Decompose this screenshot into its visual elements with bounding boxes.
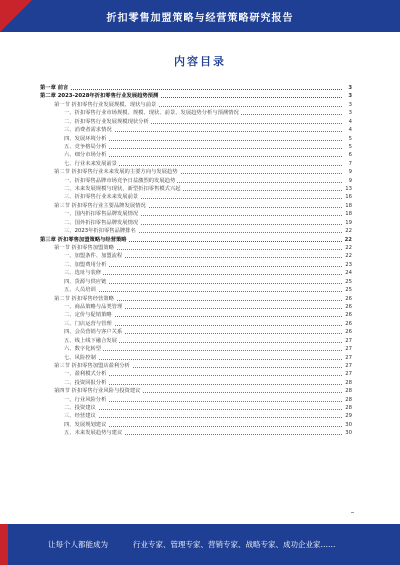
toc-entry-page: 23 [345, 261, 352, 268]
toc-entry-label [64, 160, 342, 168]
toc-entry-page: 18 [345, 211, 352, 218]
toc-entry-page: 26 [345, 303, 352, 310]
toc-entry-page: 19 [345, 219, 352, 226]
toc-entry[interactable] [40, 396, 352, 404]
toc-entry-page: 26 [345, 320, 352, 327]
toc-title: 内容目录 [174, 55, 226, 68]
toc-entry[interactable] [40, 101, 352, 109]
toc-entry-page: 5 [348, 135, 352, 142]
toc-entry-label [64, 328, 342, 336]
toc-entry[interactable] [40, 370, 352, 378]
toc-entry-text: 第二章 2023-2028年折扣零售行业发展趋势预测 [40, 93, 159, 100]
toc-entry-page: 22 [345, 253, 352, 260]
toc-entry-label [64, 135, 342, 143]
toc-entry-text: 第三节 折扣零售加盟店盈利分析 [54, 362, 130, 369]
toc-entry-label [64, 412, 342, 420]
toc-entry-text: 三、消费者需求情况 [64, 127, 112, 134]
toc-entry[interactable] [40, 311, 352, 319]
toc-entry[interactable] [40, 84, 352, 92]
toc-entry[interactable] [40, 210, 352, 218]
toc-entry-page: 27 [345, 354, 352, 361]
toc-entry-label [40, 236, 342, 244]
toc-entry[interactable] [40, 387, 352, 395]
toc-entry[interactable] [40, 236, 352, 244]
toc-entry[interactable] [40, 227, 352, 235]
toc-entry[interactable] [40, 278, 352, 286]
toc-entry-label [64, 219, 342, 227]
toc-entry-text: 二、国外折扣零售品牌发展情况 [64, 219, 139, 226]
toc-entry-label [64, 404, 342, 412]
table-of-contents [40, 84, 352, 438]
toc-entry-label [54, 202, 342, 210]
toc-entry-text: 第二节 折扣零售经营策略 [54, 295, 114, 302]
toc-entry-label [64, 278, 342, 286]
toc-entry-label [54, 244, 342, 252]
toc-entry[interactable] [40, 219, 352, 227]
toc-entry[interactable] [40, 252, 352, 260]
toc-entry-page: 25 [345, 287, 352, 294]
toc-entry-label [64, 210, 342, 218]
toc-entry[interactable] [40, 379, 352, 387]
toc-entry-label [64, 286, 342, 294]
toc-entry[interactable] [40, 135, 352, 143]
page-footer [0, 524, 400, 565]
toc-entry[interactable] [40, 404, 352, 412]
toc-entry-text: 二、加盟费用分析 [64, 261, 107, 268]
toc-entry-text: 五、未来发展趋势与建议 [64, 430, 123, 437]
toc-entry-page: 3 [348, 110, 352, 117]
page-marker [351, 512, 354, 513]
toc-entry[interactable] [40, 303, 352, 311]
toc-entry[interactable] [40, 193, 352, 201]
toc-entry-label [64, 396, 342, 404]
toc-entry-page: 28 [345, 396, 352, 403]
toc-entry-label [64, 320, 342, 328]
toc-entry-page: 3 [348, 101, 352, 108]
toc-entry-page: 22 [345, 228, 352, 235]
toc-entry-text: 二、投资建议 [64, 405, 96, 412]
toc-entry-label [64, 337, 342, 345]
toc-entry-page: 5 [348, 143, 352, 150]
footer-accent-bar [0, 524, 8, 565]
toc-entry[interactable] [40, 118, 352, 126]
toc-entry-text: 四、货源与供应链 [64, 278, 107, 285]
toc-entry-text: 一、行业风险分析 [64, 396, 107, 403]
toc-entry-label [64, 151, 342, 159]
toc-entry[interactable] [40, 109, 352, 117]
toc-entry-page: 30 [345, 430, 352, 437]
toc-entry-label [64, 345, 342, 353]
toc-entry-page: 3 [348, 93, 352, 100]
toc-entry-text: 三、选址与装修 [64, 270, 102, 277]
toc-entry-label [64, 193, 342, 201]
toc-entry[interactable] [40, 429, 352, 437]
toc-entry-text: 二、投资回报分析 [64, 379, 107, 386]
toc-entry-page: 16 [345, 194, 352, 201]
toc-entry[interactable] [40, 354, 352, 362]
toc-entry-label [40, 92, 342, 100]
toc-entry[interactable] [40, 185, 352, 193]
toc-entry[interactable] [40, 168, 352, 176]
toc-entry-page: 28 [345, 379, 352, 386]
toc-entry-label [64, 379, 342, 387]
toc-entry-text: 四、会员营销与客户关系 [64, 329, 123, 336]
toc-entry-text: 五、人员培训 [64, 287, 96, 294]
toc-entry-text: 第一节 折扣零售加盟策略 [54, 245, 114, 252]
toc-entry-page: 28 [345, 388, 352, 395]
toc-entry-text: 一、国内折扣零售品牌发展情况 [64, 211, 139, 218]
toc-entry-page: 29 [345, 413, 352, 420]
footer-roles: 行业专家、管理专家、营销专家、战略专家、成功企业家…… [133, 540, 336, 549]
toc-entry-page: 25 [345, 278, 352, 285]
report-title: 折扣零售加盟策略与经营策略研究报告 [106, 13, 294, 24]
toc-entry-text: 第三节 折扣零售行业主要品牌发展情况 [54, 202, 146, 209]
toc-entry-page: 9 [348, 169, 352, 176]
toc-entry[interactable] [40, 143, 352, 151]
toc-entry-text: 五、线上线下融合发展 [64, 337, 117, 344]
toc-entry-text: 第二节 折扣零售行业未来发展的主要方向与发展趋势 [54, 169, 178, 176]
toc-entry-label [64, 269, 342, 277]
toc-entry[interactable] [40, 269, 352, 277]
toc-entry[interactable] [40, 362, 352, 370]
toc-entry-page: 28 [345, 405, 352, 412]
toc-entry-label [40, 84, 342, 92]
toc-entry-text: 六、数字化转型 [64, 346, 102, 353]
toc-entry[interactable] [40, 160, 352, 168]
toc-entry-label [64, 143, 342, 151]
toc-entry-label [54, 101, 342, 109]
toc-entry[interactable] [40, 126, 352, 134]
toc-entry-label [54, 387, 342, 395]
toc-entry-label [64, 126, 342, 134]
toc-entry-text: 一、商品策略与品类管理 [64, 303, 123, 310]
toc-entry[interactable] [40, 244, 352, 252]
toc-entry-label [64, 177, 342, 185]
toc-entry-label [54, 362, 342, 370]
toc-entry-label [64, 303, 342, 311]
toc-entry-label [64, 261, 342, 269]
toc-entry-text: 一、折扣零售品牌市场竞争日益激烈的发展趋势 [64, 177, 176, 184]
toc-entry-page: 27 [345, 371, 352, 378]
toc-entry-page: 30 [345, 421, 352, 428]
toc-entry[interactable] [40, 295, 352, 303]
toc-entry-page: 6 [348, 152, 352, 159]
toc-entry-page: 27 [345, 337, 352, 344]
toc-entry-label [64, 185, 342, 193]
toc-entry-label [64, 421, 342, 429]
toc-entry-page: 13 [345, 186, 352, 193]
toc-entry-text: 七、行业未来发展前景 [64, 160, 117, 167]
toc-entry-page: 4 [348, 127, 352, 134]
toc-entry-text: 四、发展环境分析 [64, 135, 107, 142]
toc-entry[interactable] [40, 286, 352, 294]
toc-entry-text: 二、折扣零售行业发展规模现状分析 [64, 118, 149, 125]
toc-entry-page: 24 [345, 270, 352, 277]
toc-entry-text: 三、2023年折扣零售品牌排名 [64, 228, 136, 235]
toc-entry[interactable] [40, 337, 352, 345]
toc-entry[interactable] [40, 345, 352, 353]
toc-entry-label [64, 370, 342, 378]
toc-entry-page: 27 [345, 346, 352, 353]
toc-entry-text: 一、折扣零售行业市场规模、规模、现状、前景、发展趋势分析与预测情况 [64, 110, 239, 117]
toc-entry-text: 三、门店运营与管理 [64, 320, 112, 327]
toc-entry-label [54, 168, 342, 176]
toc-entry-page: 3 [348, 85, 352, 91]
toc-entry[interactable] [40, 92, 352, 100]
toc-entry-page: 22 [344, 236, 352, 243]
toc-entry-label [64, 311, 342, 319]
toc-entry-page: 26 [345, 329, 352, 336]
toc-entry-text: 四、发展规划建议 [64, 421, 107, 428]
toc-entry[interactable] [40, 202, 352, 210]
toc-entry-text: 七、风险控制 [64, 354, 96, 361]
toc-entry-label [64, 227, 342, 235]
toc-entry-label [54, 295, 342, 303]
toc-entry-label [64, 109, 342, 117]
toc-entry-text: 二、未来发展规模与现状，新型折扣零售模式兴起 [64, 186, 181, 193]
toc-entry-text: 第一节 折扣零售行业发展规模、现状与前景 [54, 101, 157, 108]
toc-entry-text: 第四节 折扣零售行业风险与投资建议 [54, 388, 141, 395]
toc-entry-text: 第三章 折扣零售加盟策略与经营策略 [40, 236, 127, 243]
toc-entry-label [64, 354, 342, 362]
toc-entry-text: 三、经营建议 [64, 413, 96, 420]
toc-entry-label [64, 429, 342, 437]
toc-entry[interactable] [40, 261, 352, 269]
toc-entry[interactable] [40, 412, 352, 420]
toc-entry-text: 一、盈利模式分析 [64, 371, 107, 378]
toc-entry-text: 一、加盟条件、加盟流程 [64, 253, 123, 260]
footer-slogan: 让每个人都能成为 [48, 540, 108, 549]
toc-entry-text: 第一章 前言 [40, 85, 69, 91]
toc-entry-page: 26 [345, 312, 352, 319]
toc-entry[interactable] [40, 177, 352, 185]
toc-entry[interactable] [40, 328, 352, 336]
toc-entry-page: 7 [348, 160, 352, 167]
toc-entry-page: 9 [348, 177, 352, 184]
toc-entry-text: 五、竞争格局分析 [64, 143, 107, 150]
toc-entry[interactable] [40, 421, 352, 429]
toc-entry-text: 二、定价与促销策略 [64, 312, 112, 319]
toc-entry-page: 18 [345, 202, 352, 209]
toc-entry-page: 27 [345, 362, 352, 369]
toc-entry-text: 六、细分市场分析 [64, 152, 107, 159]
toc-entry[interactable] [40, 320, 352, 328]
toc-entry-page: 22 [345, 245, 352, 252]
toc-entry-page: 4 [348, 118, 352, 125]
toc-entry-label [64, 118, 342, 126]
toc-entry[interactable] [40, 151, 352, 159]
toc-entry-label [64, 252, 342, 260]
page-header [0, 0, 400, 32]
toc-entry-text: 三、折扣零售行业未来发展前景 [64, 194, 139, 201]
toc-entry-page: 26 [345, 295, 352, 302]
